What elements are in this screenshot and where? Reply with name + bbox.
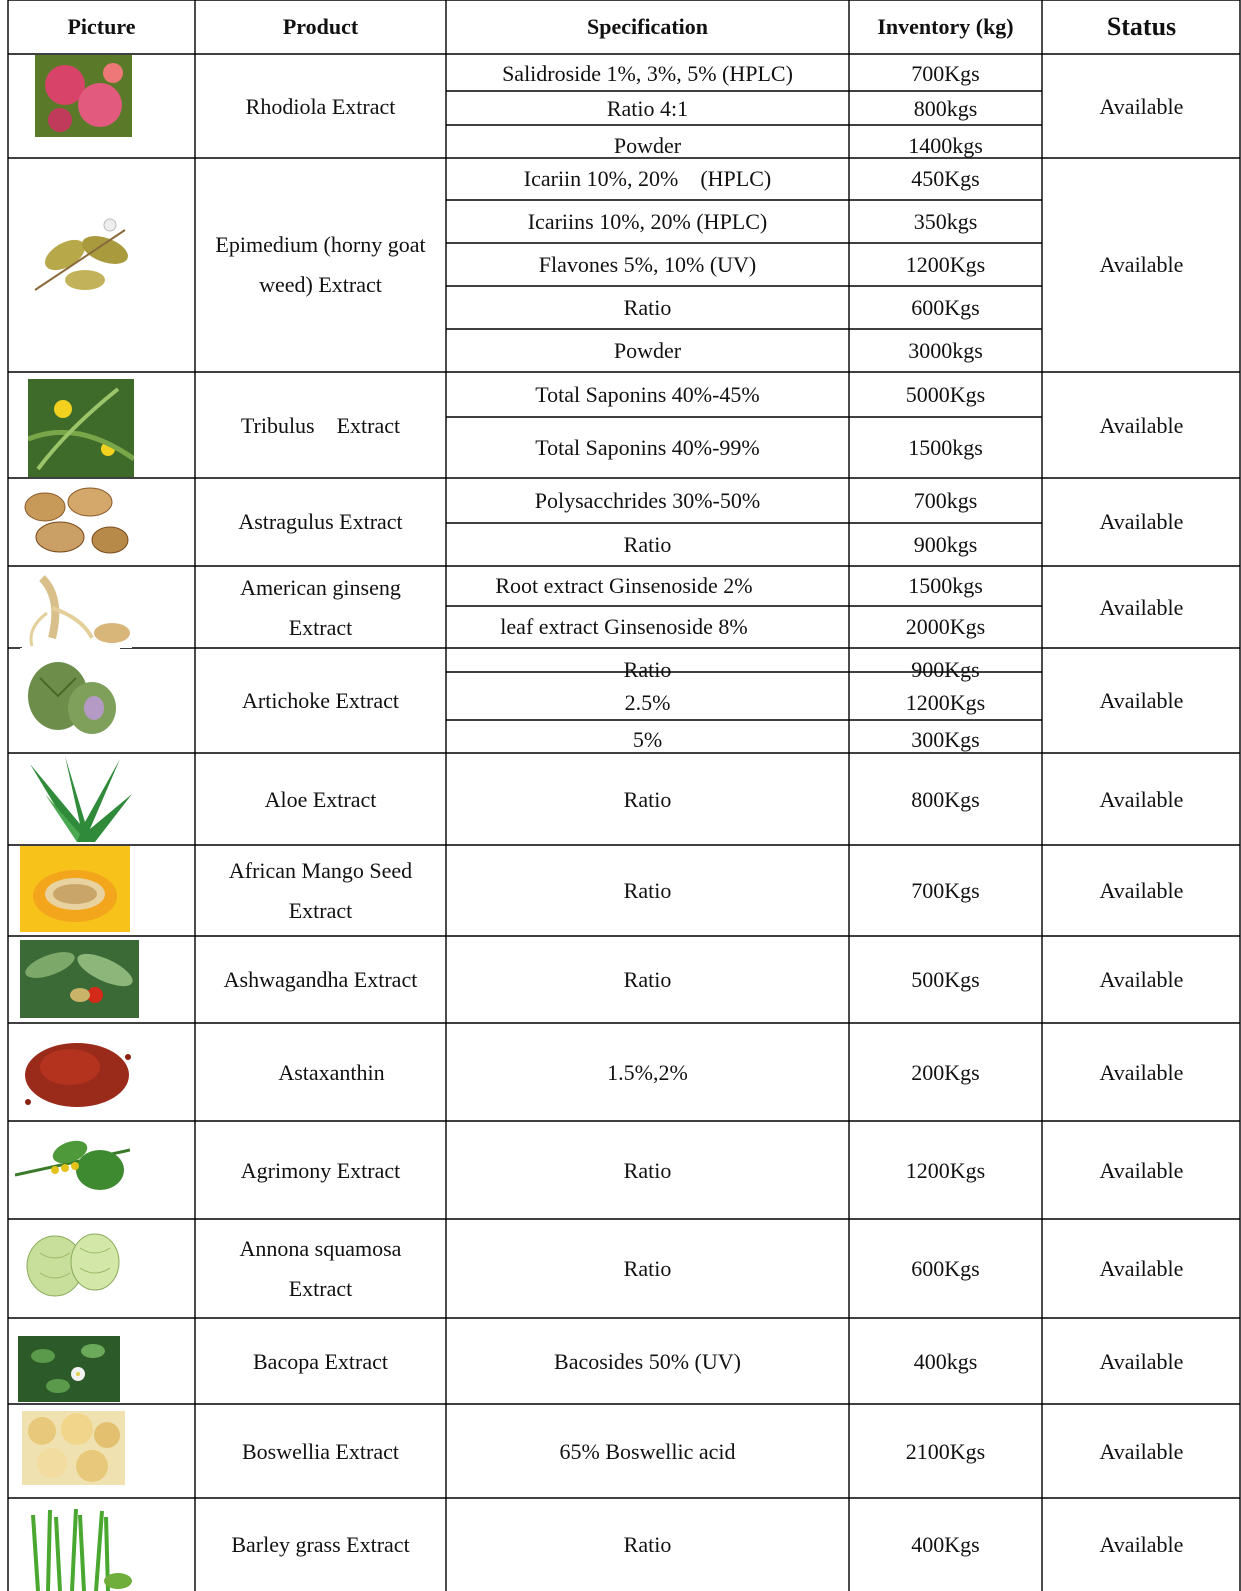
inventory-cell: 900Kgs (911, 657, 980, 682)
spec-cell: 65% Boswellic acid (559, 1438, 736, 1464)
ashwagandha-plant-photo (20, 940, 139, 1018)
spec-cell: Bacosides 50% (UV) (554, 1348, 741, 1374)
spec-cell: Root extract Ginsenoside 2% (495, 573, 753, 598)
spec-cell: Ratio (623, 295, 672, 320)
spec-cell: leaf extract Ginsenoside 8% (500, 614, 748, 639)
status-cell: Available (1099, 1348, 1184, 1374)
spec-cell: Ratio 4:1 (606, 96, 689, 121)
bacopa-plant-photo (18, 1336, 120, 1402)
spec-cell: Powder (613, 133, 682, 158)
product-name: Boswellia Extract (241, 1438, 399, 1464)
product-name: Astaxanthin (278, 1059, 385, 1085)
mango-seed-photo (20, 846, 130, 932)
product-name: African Mango Seed Extract (228, 858, 413, 923)
spec-cell: Ratio (623, 878, 672, 903)
rhodiola-flower-photo (35, 55, 132, 137)
product-name: Agrimony Extract (240, 1157, 401, 1183)
inventory-cell: 5000Kgs (905, 382, 986, 407)
header-inventory: Inventory (kg) (877, 14, 1014, 39)
spec-cell: Ratio (623, 532, 672, 557)
product-name: American ginseng Extract (240, 574, 401, 640)
barley-grass-photo (28, 1505, 133, 1591)
inventory-cell: 1400kgs (908, 133, 983, 158)
spec-cell: 5% (632, 727, 663, 752)
product-name: Astragulus Extract (238, 509, 403, 534)
spec-cell: Ratio (623, 786, 672, 812)
spec-cell: Polysacchrides 30%-50% (534, 488, 761, 513)
spec-cell: Ratio (623, 657, 672, 682)
spec-cell: Total Saponins 40%-99% (535, 435, 760, 460)
inventory-cell: 200Kgs (911, 1059, 980, 1085)
spec-cell: 2.5% (624, 690, 671, 715)
status-cell: Available (1099, 412, 1184, 438)
product-name: Rhodiola Extract (245, 93, 396, 119)
inventory-cell: 1500kgs (908, 435, 983, 460)
status-cell: Available (1099, 594, 1184, 620)
inventory-cell: 700Kgs (911, 878, 980, 903)
inventory-cell: 400Kgs (911, 1532, 980, 1557)
header-status: Status (1106, 12, 1177, 41)
spec-cell: Flavones 5%, 10% (UV) (538, 252, 757, 277)
status-cell: Available (1099, 688, 1184, 713)
product-name: Epimedium (horny goat weed) Extract (215, 232, 426, 297)
inventory-cell: 450Kgs (911, 166, 980, 191)
tribulus-plant-photo (28, 379, 134, 477)
status-cell: Available (1099, 509, 1184, 534)
inventory-cell: 1500kgs (908, 573, 983, 598)
status-cell: Available (1099, 1059, 1184, 1085)
inventory-cell: 2100Kgs (905, 1438, 986, 1464)
inventory-cell: 800Kgs (911, 786, 980, 812)
inventory-cell: 2000Kgs (905, 614, 986, 639)
inventory-cell: 600Kgs (911, 295, 980, 320)
product-name: Annona squamosa Extract (239, 1236, 402, 1301)
astragalus-slices-photo (20, 482, 130, 564)
inventory-cell: 500Kgs (911, 967, 980, 992)
inventory-cell: 800kgs (913, 96, 978, 121)
status-cell: Available (1099, 1438, 1184, 1464)
spec-cell: Powder (613, 338, 682, 363)
artichoke-photo (20, 648, 120, 740)
status-cell: Available (1099, 967, 1184, 992)
spec-cell: Total Saponins 40%-45% (535, 382, 760, 407)
status-cell: Available (1099, 786, 1184, 812)
inventory-cell: 1200Kgs (905, 690, 986, 715)
boswellia-resin-photo (22, 1411, 125, 1485)
inventory-cell: 600Kgs (911, 1256, 980, 1281)
status-cell: Available (1099, 93, 1184, 119)
spec-cell: Ratio (623, 1157, 672, 1183)
status-cell: Available (1099, 1256, 1184, 1281)
inventory-cell: 350kgs (913, 209, 978, 234)
inventory-cell: 1200Kgs (905, 1157, 986, 1183)
inventory-cell: 900kgs (913, 532, 978, 557)
status-cell: Available (1099, 252, 1184, 277)
spec-cell: Ratio (623, 1532, 672, 1557)
inventory-cell: 700Kgs (911, 61, 980, 86)
product-name: Aloe Extract (264, 786, 377, 812)
ginseng-root-photo (22, 568, 132, 648)
inventory-cell: 700kgs (913, 488, 978, 513)
annona-fruit-photo (25, 1228, 121, 1300)
epimedium-leaf-photo (25, 210, 144, 305)
product-name: Barley grass Extract (231, 1532, 410, 1557)
header-product: Product (282, 14, 359, 39)
product-name: Artichoke Extract (242, 688, 399, 713)
agrimony-leaf-photo (15, 1130, 130, 1200)
inventory-cell: 300Kgs (911, 727, 980, 752)
product-name: Ashwagandha Extract (223, 967, 418, 992)
spec-cell: Ratio (623, 967, 672, 992)
spec-cell: Icariin 10%, 20% (HPLC) (523, 166, 772, 191)
header-specification: Specification (587, 14, 708, 39)
inventory-cell: 400kgs (913, 1348, 978, 1374)
status-cell: Available (1099, 1532, 1184, 1557)
spec-cell: Ratio (623, 1256, 672, 1281)
astaxanthin-powder-photo (20, 1027, 135, 1115)
status-cell: Available (1099, 878, 1184, 903)
inventory-cell: 3000kgs (908, 338, 983, 363)
spec-cell: Icariins 10%, 20% (HPLC) (527, 209, 768, 234)
spec-cell: 1.5%,2% (607, 1059, 688, 1085)
product-name: Bacopa Extract (253, 1348, 388, 1374)
product-name: Tribulus Extract (240, 412, 401, 438)
header-picture: Picture (67, 14, 136, 39)
status-cell: Available (1099, 1157, 1184, 1183)
aloe-plant-photo (20, 754, 135, 842)
spec-cell: Salidroside 1%, 3%, 5% (HPLC) (502, 61, 793, 86)
inventory-cell: 1200Kgs (905, 252, 986, 277)
